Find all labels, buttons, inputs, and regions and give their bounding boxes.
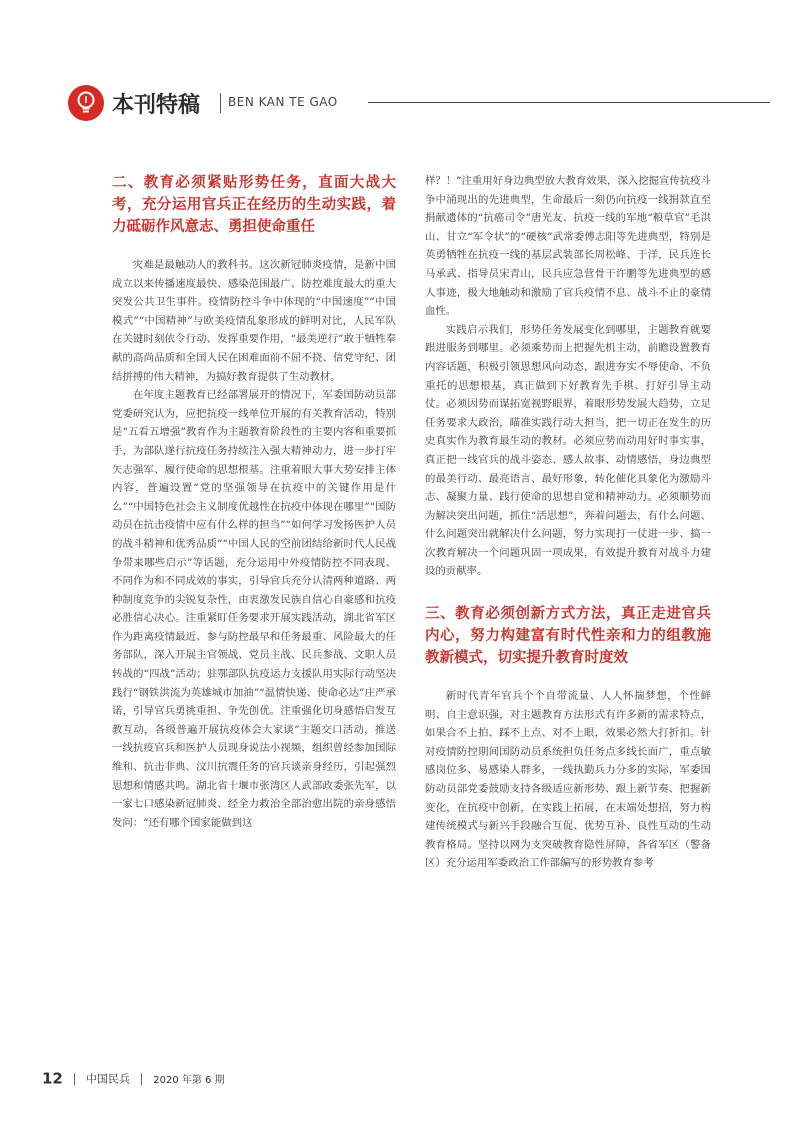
section-heading-2: 二、教育必须紧贴形势任务，直面大战大考，充分运用官兵正在经历的生动实践，着力砥砺作风意志、勇担使命重任 <box>112 174 396 235</box>
footer-divider <box>141 1073 142 1085</box>
right-column <box>425 172 711 873</box>
section-heading-3: 三、教育必须创新方式方法，真正走进官兵内心，努力构建富有时代性亲和力的组教施教新模式，切实提升教育时度效 <box>425 605 711 667</box>
body-paragraph-continued: 样？！”注重用好身边典型放大教育效果，深入挖掘宣传抗疫斗争中涌现出的先进典型，生命最后一刻仍向抗疫一线捐款直至捐献遗体的“抗癌司令”唐光友、抗疫一线的军地“粮草官”毛洪山、甘立“军令状”的“硬核”武常委傅志阳等先进典型，特别是英勇牺牲在抗疫一线的基层武装部长周松峰、于洋，民兵连长马承武、指导员宋青山，民兵应急营骨干许鹏等先进典型的感人事迹，极大地触动和激励了官兵疫情不息、战斗不止的豪情血性。 <box>425 175 711 318</box>
section-logo <box>68 85 104 121</box>
issue-label: 2020 年第 6 期 <box>153 1075 225 1086</box>
left-column <box>112 172 396 832</box>
title-divider <box>220 93 221 113</box>
footer-divider <box>74 1073 75 1085</box>
section-header <box>68 82 770 126</box>
page-number: 12 <box>42 1069 63 1088</box>
body-paragraph: 新时代青年官兵个个自带流量、人人怀揣梦想，个性鲜明、自主意识强，对主题教育方法形式有许多新的需求特点，如果合不上拍、踩不上点、对不上眼，效果必然大打折扣。针对疫情防控期间国防动员系统担负任务点多线长面广，重点敏感岗位多、易感染人群多，一线执勤兵力分多的实际，军委国防动员部党委鼓励支持各级适应新形势、跟上新节奏、把握新变化，在抗疫中创新，在实践上拓展，在末端处想招，努力构建传统模式与新兴手段融合互促、优势互补、良性互动的生动教育格局。坚持以网为支突破教育隐性屏障，各省军区（警备区）充分运用军委政治工作部编写的形势教育参考 <box>425 690 711 870</box>
section-subtitle: BEN KAN TE GAO <box>228 95 338 109</box>
body-paragraph: 实践启示我们，形势任务发展变化到哪里，主题教育就要跟进服务到哪里。必须乘势而上把握先机主动，前瞻设置教育内容话题，积极引领思想风向动态，跟进夯实不辱使命、不负重托的思想根基，真正做到下好教育先手棋、打好引导主动仗。必须因势而谋拓宽视野眼界，着眼形势发展大趋势，立足任务要求大政治，瞄准实践行动大担当，把一切正在发生的历史真实作为教育最生动的教材。必须应势而动用好时事实事，真正把一线官兵的战斗姿态、感人故事、动情感悟，身边典型的最美行动、最亮语言、最好形象，转化催化具象化为激励斗志、凝聚力量、践行使命的思想自觉和精神动力。必须顺势而为解决突出问题，抓住“活思想”，奔着问题去，有什么问题、什么问题突出就解决什么问题，努力实现打一仗进一步、搞一次教育解决一个问题巩固一项成果，有效提升教育对战斗力建设的贡献率。 <box>425 323 711 578</box>
body-paragraph: 灾难是最触动人的教科书。这次新冠肺炎疫情，是新中国成立以来传播速度最快、感染范围最广、防控难度最大的重大突发公共卫生事件。疫情防控斗争中体现的“中国速度”“中国模式”“中国精神”与欧美疫情乱象形成的鲜明对比，人民军队在关键时刻依令行动、发挥重要作用，“最美逆行”敢于牺牲奉献的高尚品质和全国人民在困难面前不屈不挠、信党守纪、团结拼搏的伟大精神，为搞好教育提供了生动教材。 <box>112 259 396 383</box>
header-rule <box>368 102 770 103</box>
section-title: 本刊特稿 <box>112 93 201 118</box>
page-footer <box>42 1068 225 1088</box>
lightbulb-icon <box>75 90 97 116</box>
body-paragraph: 在年度主题教育已经部署展开的情况下，军委国防动员部党委研究认为，应把抗疫一线单位开展的有关教育活动，特别是“五看五增强”教育作为主题教育阶段性的主要内容和重要抓手，为部队遂行抗疫任务持续注入强大精神动力，进一步打牢矢志强军、履行使命的思想根基。注重着眼大事大势安排主体内容，普遍设置“党的坚强领导在抗疫中的关键作用是什么”“中国特色社会主义制度优越性在抗疫中体现在哪里”“国防动员在抗击疫情中应有什么样的担当”“如何学习发扬医护人员的战斗精神和优秀品质”“中国人民的空前团结给新时代人民战争带来哪些启示”等话题，充分运用中外疫情防控不同表现、不同作为和不同成效的事实，引导官兵充分认清两种道路、两种制度竞争的尖锐复杂性，由衷激发民族自信心自豪感和抗疫必胜信心决心。注重紧盯任务要求开展实践活动，湖北省军区作为距离疫情最近、参与防控最早和任务最重、风险最大的任务部队，深入开展主官领战、党员主战、民兵参战、文职人员转战的“四战”活动；驻鄂部队抗疫运力支援队用实际行动坚决践行“钢铁洪流为英雄城市加油”“温情快递、使命必达”庄严承诺，引导官兵勇挑重担、争先创优。注重强化切身感悟启发互教互动，各级普遍开展抗疫体会大家谈”主题交口活动，推送一线抗疫官兵和医护人员现身说法小视频，组织曾经参加国际维和、抗击非典、汶川抗震任务的官兵谈亲身经历，引起强烈思想和情感共鸣。湖北省十堰市张湾区人武部政委张先军，以一家七口感染新冠肺炎、经全力救治全部治愈出院的亲身感悟发问：“还有哪个国家能做到这 <box>112 389 396 829</box>
magazine-name: 中国民兵 <box>86 1072 131 1086</box>
